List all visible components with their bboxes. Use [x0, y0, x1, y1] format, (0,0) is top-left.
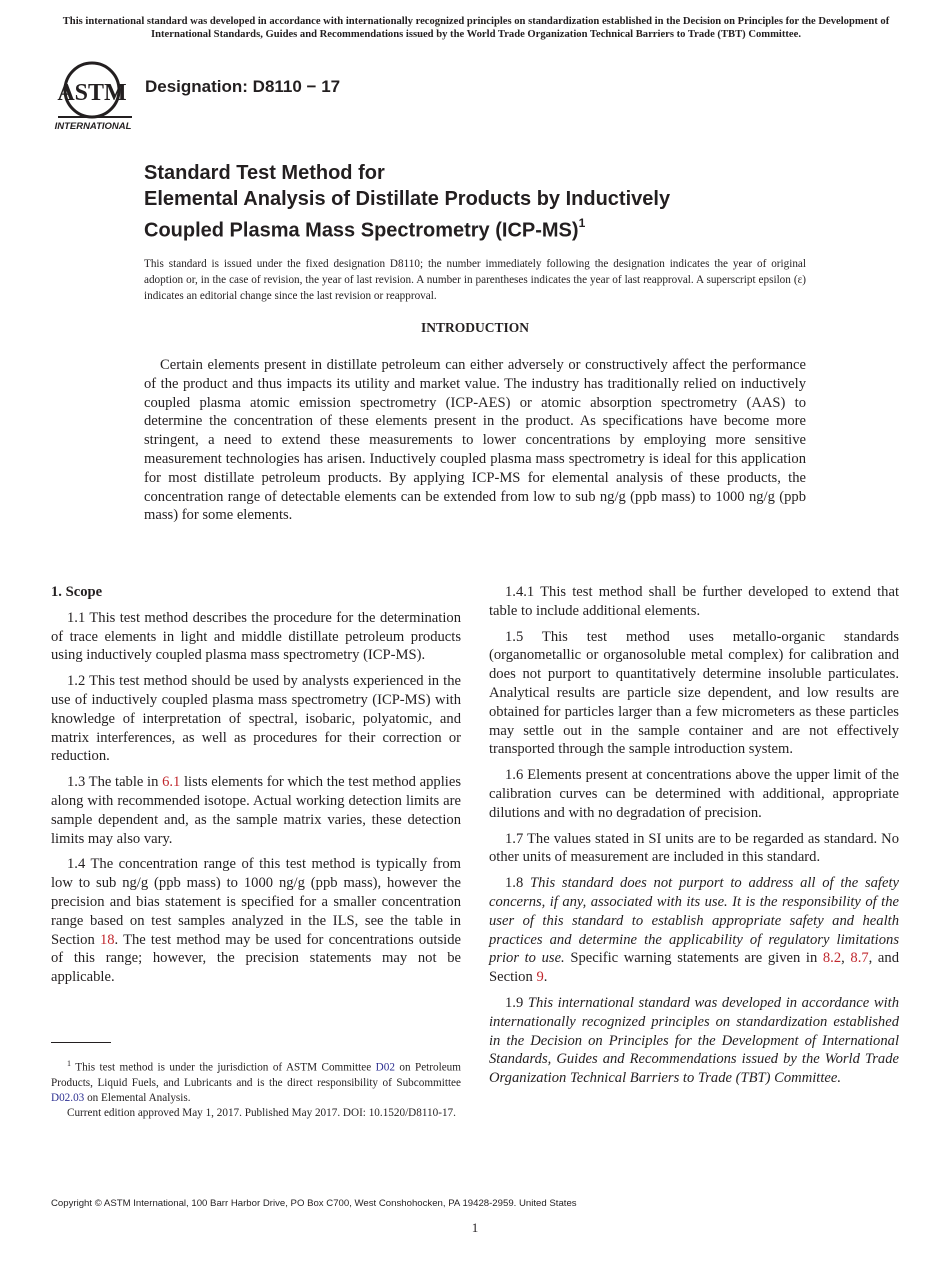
section-1-2: 1.2 This test method should be used by analysts experienced in the use of inductively coupled plasma mass spectrometry (ICP-MS) with knowledge of interpretation of spectral, isobaric, polyatomic, and matrix interferences, as well as procedures for their correction or reduction. — [51, 673, 461, 765]
left-column — [51, 583, 461, 994]
introduction-text — [144, 356, 806, 525]
introduction-paragraph: Certain elements present in distillate petroleum can either adversely or constructively affect the performance of the product and thus impacts its utility and market value. The industry has traditionally relied on inductively coupled plasma atomic emission spectrometry (ICP-AES) or atomic absorption spectrometry (AAS) to determine the concentration of these elements present in the product. As specifications have become more stringent, a need to extend these measurements to lower concentrations by employing more sensitive measurement technologies has arisen. Inductively coupled plasma mass spectrometry is ideal for this application for most distillate petroleum products. By applying ICP-MS for elemental analysis of these products, the concentration range of detectable elements can be extended from low to sub ng/g (ppb mass) to 1000 ng/g (ppb mass) for some elements. — [144, 357, 806, 524]
footnote — [51, 1056, 461, 1121]
scope-heading: 1. Scope — [51, 584, 103, 600]
link-8-7[interactable]: 8.7 — [850, 950, 869, 967]
link-section-9[interactable]: 9 — [536, 969, 544, 986]
astm-logo — [52, 56, 136, 134]
link-section-18[interactable]: 18 — [99, 931, 115, 948]
section-1-1: 1.1 This test method describes the procedure for the determination of trace elements in light and middle distillate petroleum products using inductively coupled plasma mass spectrometry (ICP-MS). — [51, 609, 461, 664]
footnote-1: $^1$ This test method is under the jurisdiction of ASTM Committee D02 on Petroleum Products, Liquid Fuels, and Lubricants and is the direct responsibility of Subcommittee D02.03 on Elemental Analysis. — [51, 1059, 461, 1104]
designation: Designation: D8110 − 17 — [145, 77, 341, 96]
title-footnote-mark: 1 — [578, 216, 586, 230]
introduction-heading: INTRODUCTION — [420, 320, 529, 335]
section-1-5: 1.5 This test method uses metallo-organic standards (organometallic or organosoluble metal complex) for calibration and does not purport to quantitatively determine insoluble particulates. Analytical results are particle size dependent, and low results are obtained for particles larger than a few micrometers as these particles may settle out in the sample container and are not effectively transported through the sample introduction system. — [489, 628, 899, 758]
link-d02[interactable]: D02 — [375, 1061, 395, 1074]
footnote-divider — [51, 1042, 111, 1043]
page-number: 1 — [471, 1220, 479, 1235]
section-1-4: 1.4 The concentration range of this test method is typically from low to sub ng/g (ppb mass) to 1000 ng/g (ppb mass), however the precision and bias statement is specified for a smaller concentration range based on test samples analyzed in the ILS, see the table in Section 18. The test method may be used for concentrations outside of this range; however, the precision statements may not be applicable. — [51, 856, 461, 986]
copyright: Copyright © ASTM International, 100 Barr Harbor Drive, PO Box C700, West Conshohocken, PA 19428-2959. United States — [51, 1198, 577, 1209]
section-1-9: 1.9 This international standard was developed in accordance with internationally recognized principles on standardization established in the Decision on Principles for the Development of International Standards, Guides and Recommendations issued by the World Trade Organization Technical Barriers to Trade (TBT) Committee. — [489, 994, 900, 1087]
logo-text: INTERNATIONAL — [54, 121, 132, 132]
link-6-1[interactable]: 6.1 — [162, 774, 181, 791]
svg-text:ASTM: ASTM — [57, 80, 127, 106]
section-1-6: 1.6 Elements present at concentrations above the upper limit of the calibration curves can be determined with additional, appropriate dilutions and with no degradation of precision. — [489, 767, 899, 821]
title-line-2: Elemental Analysis of Distillate Products by Inductively — [144, 188, 671, 210]
link-8-2[interactable]: 8.2 — [822, 950, 842, 967]
link-d02-03[interactable]: D02.03 — [51, 1091, 85, 1104]
right-column — [489, 583, 899, 1095]
section-1-3: 1.3 The table in 6.1 lists elements for which the test method applies along with recommended isotope. Actual working detection limits are sample dependent and, as the sample matrix varies, these detection limits may also vary. — [51, 774, 461, 847]
section-1-4-1: 1.4.1 This test method shall be further developed to extend that table to include additional elements. — [489, 584, 899, 619]
footnote-edition: Current edition approved May 1, 2017. Published May 2017. DOI: 10.1520/D8110-17. — [67, 1106, 456, 1119]
section-1-8: 1.8 This standard does not purport to address all of the safety concerns, if any, associated with its use. It is the responsibility of the user of this standard to establish appropriate safety and health practices and determine the applicability of regulatory limitations prior to use. Specific warning statements are given in 8.2, 8.7, and Section 9. — [489, 875, 899, 986]
document-title — [144, 160, 824, 244]
standard-note: This standard is issued under the fixed designation D8110; the number immediately following the designation indicates the year of original adoption or, in the case of revision, the year of last revision. A number in parentheses indicates the year of last reapproval. A superscript epsilon (ε) indicates an editorial change since the last revision or reapproval. — [144, 258, 806, 302]
section-1-7: 1.7 The values stated in SI units are to be regarded as standard. No other units of measurement are included in this standard. — [489, 830, 899, 866]
title-line-1: Standard Test Method for — [144, 162, 385, 184]
top-notice: This international standard was developed in accordance with internationally recognized principles on standardization established in the Decision on Principles for the Development of International Standards, Guides and Recommendations issued by the World Trade Organization Technical Barriers to Trade (TBT) Committee. — [62, 16, 890, 40]
title-line-3: Coupled Plasma Mass Spectrometry (ICP-MS) — [144, 219, 579, 242]
